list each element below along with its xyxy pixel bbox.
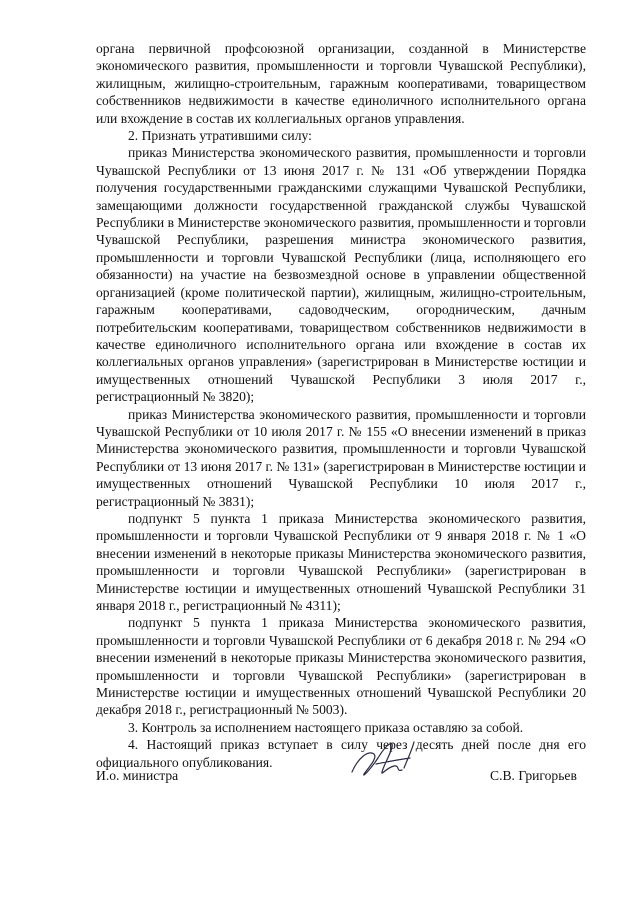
paragraph-item-4: 4. Настоящий приказ вступает в силу через десять дней после дня его официального опубликования.	[96, 737, 586, 770]
paragraph-continuation: органа первичной профсоюзной организации, созданной в Министерстве экономического развития, промышленности и торговли Чувашской Республики), жилищным, жилищно-строительным, гаражным кооперативами, товариществом собственников недвижимости в качестве единоличного исполнительного органа или вхождение в состав их коллегиальных органов управления.	[96, 41, 586, 126]
signatory-title: И.о. министра	[96, 768, 179, 783]
document-body	[96, 40, 586, 771]
paragraph-repealed-order-155: приказ Министерства экономического развития, промышленности и торговли Чувашской Республики от 10 июля 2017 г. № 155 «О внесении изменений в приказ Министерства экономического развития, промышленности и торговли Чувашской Республики от 13 июня 2017 г. № 131» (зарегистрирован в Министерстве юстиции и имущественных отношений Чувашской Республики 10 июля 2017 г., регистрационный № 3831);	[96, 406, 586, 509]
paragraph-item-2: 2. Признать утратившими силу:	[128, 128, 312, 144]
paragraph-repealed-order-131: приказ Министерства экономического развития, промышленности и торговли Чувашской Республики от 13 июня 2017 г. № 131 «Об утверждении Порядка получения государственными гражданскими служащими Чувашской Республики, замещающими должности государственной гражданской службы Чувашской Республики в Министерстве экономического развития, промышленности и торговли Чувашской Республики, разрешения министра экономического развития, промышленности и торговли Чувашской Республики (лица, исполняющего его обязанности) на участие на безвозмездной основе в управлении общественной организацией (кроме политической партии), жилищным, жилищно-строительным, гаражным кооперативами, садоводческим, огородническим, дачным потребительским кооперативами, товариществом собственников недвижимости в качестве единоличного исполнительного органа или вхождение в состав их коллегиальных органов управления» (зарегистрирован в Министерстве юстиции и имущественных отношений Чувашской Республики 3 июля 2017 г., регистрационный № 3820);	[96, 145, 586, 405]
signatory-name: С.В. Григорьев	[490, 768, 577, 783]
paragraph-item-3: 3. Контроль за исполнением настоящего приказа оставляю за собой.	[128, 719, 524, 735]
paragraph-repealed-order-294: подпункт 5 пункта 1 приказа Министерства экономического развития, промышленности и торговли Чувашской Республики от 6 декабря 2018 г. № 294 «О внесении изменений в некоторые приказы Министерства экономического развития, промышленности и торговли Чувашской Республики» (зарегистрирован в Министерстве юстиции и имущественных отношений Чувашской Республики 20 декабря 2018 г., регистрационный № 5003).	[96, 615, 586, 718]
handwritten-signature	[338, 728, 438, 788]
paragraph-repealed-order-1: подпункт 5 пункта 1 приказа Министерства экономического развития, промышленности и торговли Чувашской Республики от 9 января 2018 г. № 1 «О внесении изменений в некоторые приказы Министерства экономического развития, промышленности и торговли Чувашской Республики» (зарегистрирован в Министерстве юстиции и имущественных отношений Чувашской Республики 31 января 2018 г., регистрационный № 4311);	[96, 510, 586, 613]
